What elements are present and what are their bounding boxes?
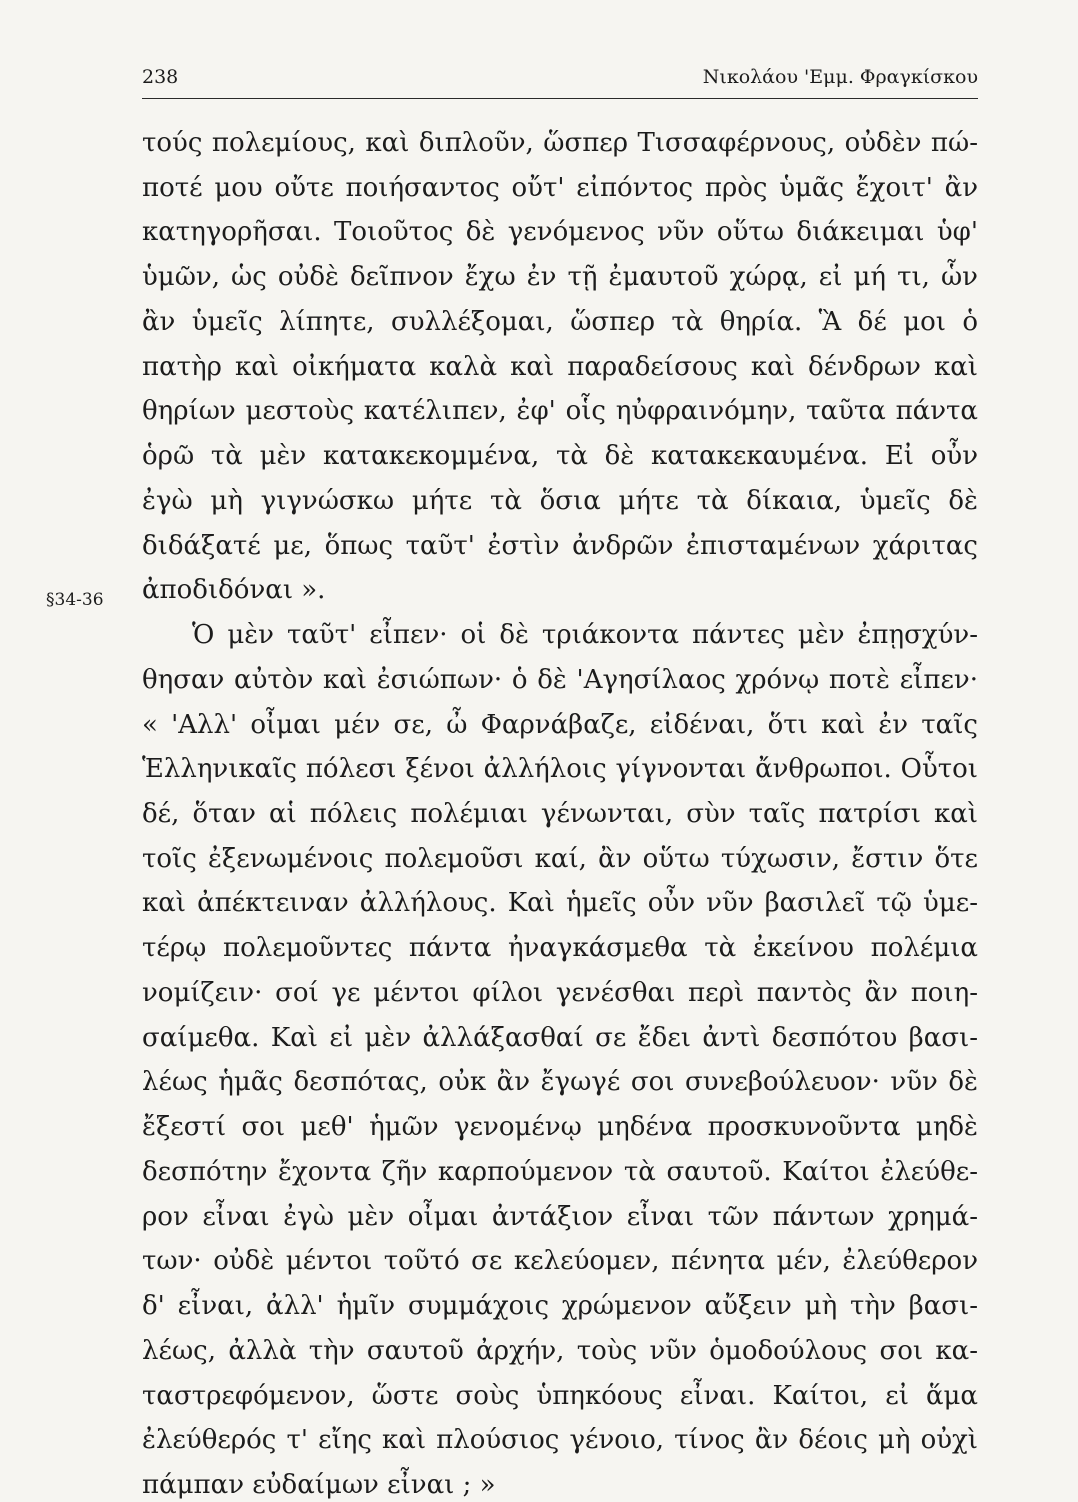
text-line: λέως, ἀλλὰ τὴν σαυτοῦ ἀρχήν, τοὺς νῦν ὁμοδούλους σοι κα- [142, 1335, 978, 1366]
text-line: θηρίων μεστοὺς κατέλιπεν, ἐφ' οἷς ηὐφραινόμην, ταῦτα πάντα [142, 396, 978, 427]
text-line: ἀποδιδόναι ». [142, 575, 326, 606]
text-line: ποτέ μου οὔτε ποιήσαντος οὔτ' εἰπόντος πρὸς ὑμᾶς ἔχοιτ' ἂν [142, 172, 978, 203]
text-line: δ' εἶναι, ἀλλ' ἡμῖν συμμάχοις χρώμενον αὔξειν μὴ τὴν βασι- [142, 1291, 978, 1322]
text-line: κατηγορῆσαι. Τοιοῦτος δὲ γενόμενος νῦν οὕτω διάκειμαι ὑφ' [142, 217, 978, 248]
text-line: τούς πολεμίους, καὶ διπλοῦν, ὥσπερ Τισσαφέρνους, οὐδὲν πώ- [142, 128, 978, 158]
margin-section-reference: §34-36 [46, 590, 104, 610]
text-line: ἐγὼ μὴ γιγνώσκω μήτε τὰ ὅσια μήτε τὰ δίκαια, ὑμεῖς δὲ [142, 485, 978, 516]
text-line: ὁρῶ τὰ μὲν κατακεκομμένα, τὰ δὲ κατακεκαυμένα. Εἰ οὖν [142, 441, 978, 472]
text-line: καὶ ἀπέκτειναν ἀλλήλους. Καὶ ἡμεῖς οὖν νῦν βασιλεῖ τῷ ὑμε- [142, 888, 978, 919]
text-line: τοῖς ἐξενωμένοις πολεμοῦσι καί, ἂν οὕτω τύχωσιν, ἔστιν ὅτε [142, 843, 978, 874]
text-line: δεσπότην ἔχοντα ζῆν καρπούμενον τὰ σαυτοῦ. Καίτοι ἐλεύθε- [142, 1156, 978, 1187]
text-line: ἂν ὑμεῖς λίπητε, συλλέξομαι, ὥσπερ τὰ θηρία. Ἃ δέ μοι ὁ [142, 306, 978, 337]
text-line: Ὁ μὲν ταῦτ' εἶπεν· οἱ δὲ τριάκοντα πάντες μὲν ἐπῃσχύν- [192, 620, 978, 651]
text-line: ἐλεύθερός τ' εἴης καὶ πλούσιος γένοιο, τίνος ἂν δέοις μὴ οὐχὶ [142, 1425, 978, 1456]
text-line: θησαν αὐτὸν καὶ ἐσιώπων· ὁ δὲ 'Αγησίλαος χρόνῳ ποτὲ εἶπεν· [142, 664, 978, 695]
text-line: νομίζειν· σοί γε μέντοι φίλοι γενέσθαι περὶ παντὸς ἂν ποιη- [142, 977, 978, 1008]
text-line: Ἑλληνικαῖς πόλεσι ξένοι ἀλλήλοις γίγνονται ἄνθρωποι. Οὗτοι [142, 754, 978, 785]
text-line: διδάξατέ με, ὅπως ταῦτ' ἐστὶν ἀνδρῶν ἐπισταμένων χάριτας [142, 530, 978, 561]
text-line: ἔξεστί σοι μεθ' ἡμῶν γενομένῳ μηδένα προσκυνοῦντα μηδὲ [142, 1112, 978, 1143]
text-line: σαίμεθα. Καὶ εἰ μὲν ἀλλάξασθαί σε ἔδει ἀντὶ δεσπότου βασι- [142, 1022, 978, 1053]
text-line: ταστρεφόμενον, ὥστε σοὺς ὑπηκόους εἶναι. Καίτοι, εἰ ἅμα [142, 1380, 978, 1411]
page-number: 238 [142, 66, 179, 88]
text-line: ρον εἶναι ἐγὼ μὲν οἶμαι ἀντάξιον εἶναι τῶν πάντων χρημά- [142, 1201, 978, 1232]
page-header [142, 66, 978, 99]
text-line: δέ, ὅταν αἱ πόλεις πολέμιαι γένωνται, σὺν ταῖς πατρίσι καὶ [142, 799, 978, 829]
text-line: « 'Αλλ' οἶμαι μέν σε, ὦ Φαρνάβαζε, εἰδέναι, ὅτι καὶ ἐν ταῖς [142, 709, 978, 740]
text-line: των· οὐδὲ μέντοι τοῦτό σε κελεύομεν, πένητα μέν, ἐλεύθερον [142, 1246, 978, 1277]
running-head: Νικολάου 'Εμμ. Φραγκίσκου [702, 66, 978, 88]
text-line: λέως ἡμᾶς δεσπότας, οὐκ ἂν ἔγωγέ σοι συνεβούλευον· νῦν δὲ [142, 1067, 978, 1098]
text-line: πάμπαν εὐδαίμων εἶναι ; » [142, 1470, 496, 1500]
text-line: πατὴρ καὶ οἰκήματα καλὰ καὶ παραδείσους καὶ δένδρων καὶ [142, 351, 978, 382]
text-line: ὑμῶν, ὡς οὐδὲ δεῖπνον ἔχω ἐν τῇ ἐμαυτοῦ χώρᾳ, εἰ μή τι, ὧν [142, 262, 978, 293]
text-line: τέρῳ πολεμοῦντες πάντα ἠναγκάσμεθα τὰ ἐκείνου πολέμια [142, 933, 978, 964]
